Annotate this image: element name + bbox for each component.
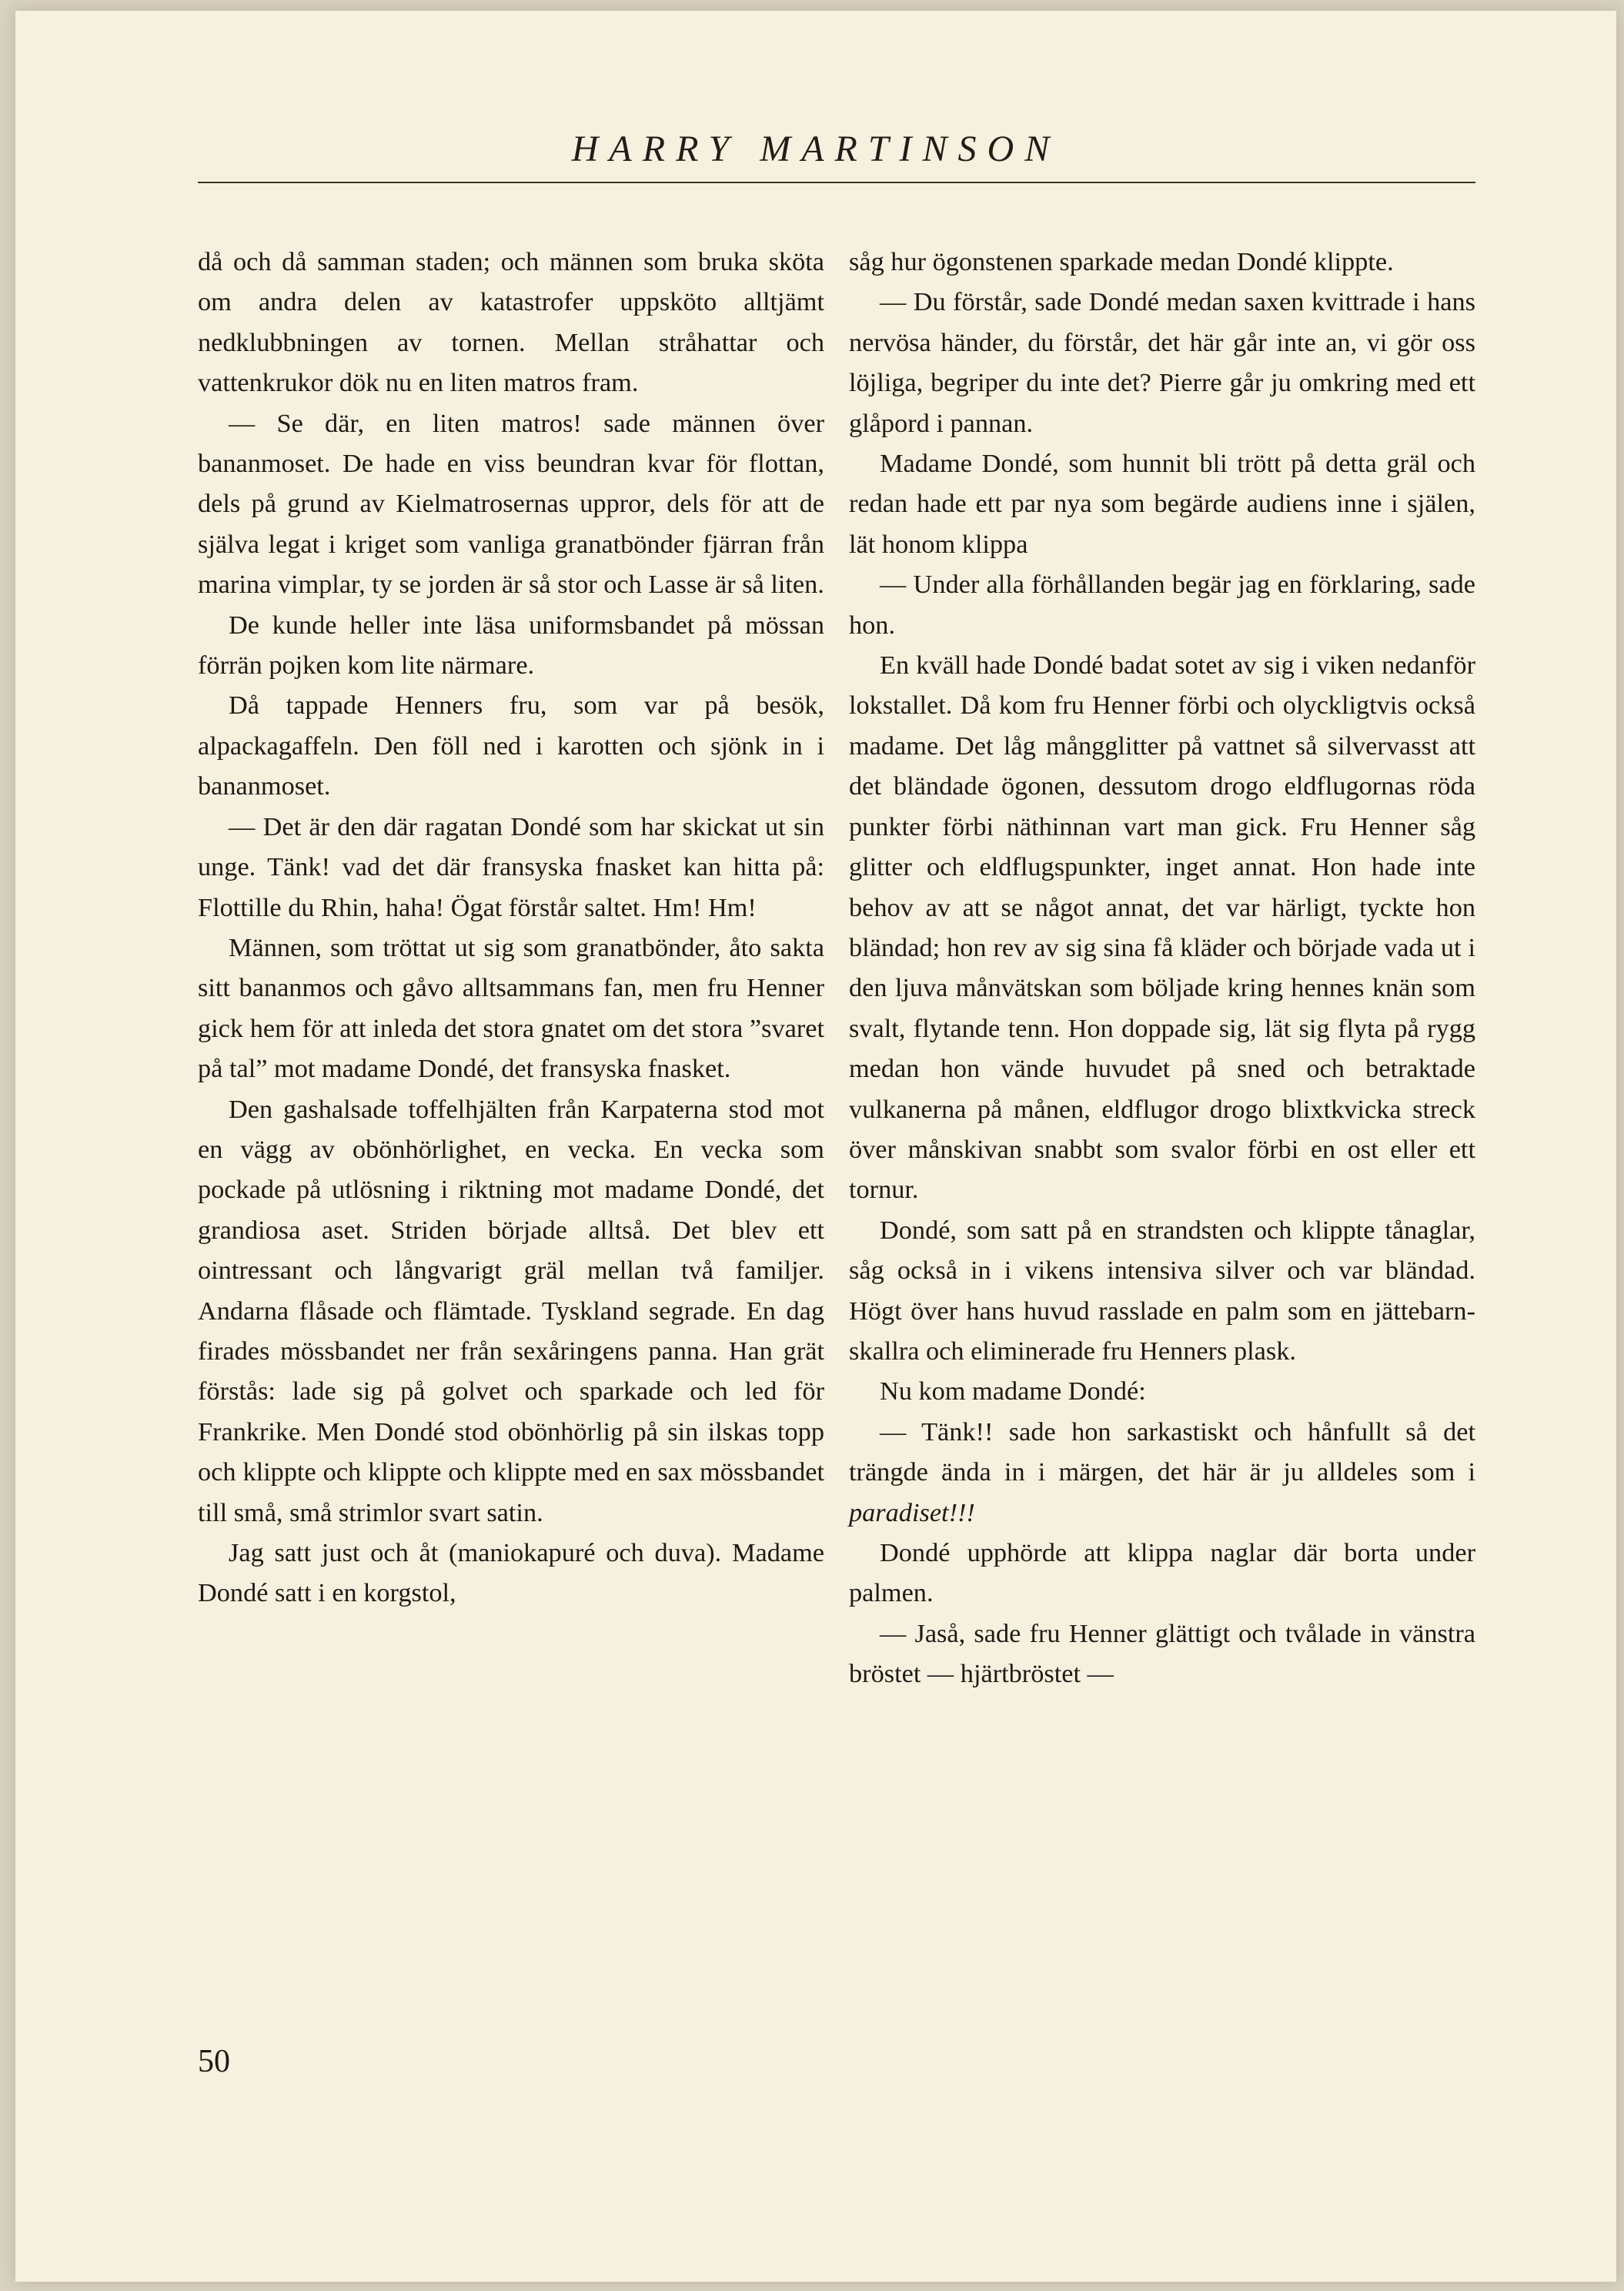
paragraph: Dondé upphörde att klippa naglar där borta under palmen. xyxy=(849,1538,1475,1608)
paragraph xyxy=(849,1412,1475,1533)
text-column-right xyxy=(849,242,1475,1694)
paragraph: — Du förstår, sade Dondé medan saxen kvittrade i hans nervösa händer, du förstår, det här går inte an, vi gör oss löjliga, begriper du inte det? Pierre går ju omkring med ett glåpord i pannan. xyxy=(849,287,1475,438)
paragraph: såg hur ögonstenen sparkade medan Dondé klippte. xyxy=(849,247,1394,276)
page-number: 50 xyxy=(198,2044,230,2079)
paragraph: — Se där, en liten matros! sade männen över bananmoset. De hade en viss beundran kvar för flottan, dels på grund av Kielmatrosernas uppror, dels för att de själva legat i kriget som vanliga granatbönder fjärran från marina vimplar, ty se jorden är så stor och Lasse är så liten. xyxy=(198,408,824,600)
paragraph: Den gashalsade toffelhjälten från Karpaterna stod mot en vägg av obönhörlighet, en vecka. En vecka som pockade på utlösning i riktning mot madame Dondé, det grandiosa aset. Striden började alltså. Det blev ett ointressant och långvarigt gräl mellan två familjer. Andarna flåsade och flämtade. Tyskland segrade. En dag firades mössbandet ner från sexåringens panna. Han grät förstås: lade sig på golvet och sparkade och led för Frankrike. Men Dondé stod obönhörlig på sin ilskas topp och klippte och klippte och klippte med en sax mössbandet till små, små strimlor svart satin. xyxy=(198,1094,824,1527)
paragraph: De kunde heller inte läsa uniformsbandet på mössan förrän pojken kom lite närmare. xyxy=(198,610,824,681)
running-head-author: HARRY MARTINSON xyxy=(571,129,1061,169)
paragraph: En kväll hade Dondé badat sotet av sig i viken nedanför lokstallet. Då kom fru Henner förbi och olyckligtvis också madame. Det låg mångglitter på vattnet så silvervasst att det bländade ögonen, dessutom drogo eldflugornas röda punkter förbi näthinnan vart man gick. Fru Henner såg glitter och eldflugspunkter, inget annat. Hon hade inte behov av att se något annat, det var härligt, tyckte hon bländad; hon rev av sig sina få kläder och började vada ut i den ljuva månvätskan som böljade kring hennes knän som svalt, flytande tenn. Hon doppade sig, lät sig flyta på rygg medan hon vände huvudet på sned och betraktade vulkanerna på månen, eldflugor drogo blixtkvicka streck över månskivan snabbt som svalor förbi en ost eller ett tornur. xyxy=(849,651,1475,1205)
paragraph: Dondé, som satt på en strandsten och klippte tånaglar, såg också in i vikens intensiva silver och var bländad. Högt över hans huvud rasslade en palm som en jättebarnskallra och eliminerade fru Henners plask. xyxy=(849,1215,1475,1366)
header-rule xyxy=(198,182,1475,183)
italic-word: paradiset!!! xyxy=(849,1497,975,1527)
book-page xyxy=(15,11,1616,2282)
paragraph: Då tappade Henners fru, som var på besök, alpackagaffeln. Den föll ned i karotten och sjönk in i bananmoset. xyxy=(198,691,824,801)
paragraph: Jag satt just och åt (maniokapuré och duva). Madame Dondé satt i en korgstol, xyxy=(198,1538,824,1608)
paragraph: — Jaså, sade fru Henner glättigt och tvålade in vänstra bröstet — hjärtbröstet — xyxy=(849,1618,1475,1689)
paragraph-text: — Tänk!! sade hon sarkastiskt och hånfullt så det trängde ända in i märgen, det här är ju alldeles som i xyxy=(849,1416,1475,1487)
paragraph: Nu kom madame Dondé: xyxy=(880,1376,1146,1406)
paragraph: — Under alla förhållanden begär jag en förklaring, sade hon. xyxy=(849,570,1475,640)
paragraph: då och då samman staden; och männen som bruka sköta om andra delen av katastrofer uppsköto alltjämt nedklubbningen av tornen. Mellan stråhattar och vattenkrukor dök nu en liten matros fram. xyxy=(198,247,824,398)
paragraph: Madame Dondé, som hunnit bli trött på detta gräl och redan hade ett par nya som begärde audiens inne i själen, lät honom klippa xyxy=(849,449,1475,559)
paragraph: — Det är den där ragatan Dondé som har skickat ut sin unge. Tänk! vad det där fransyska fnasket kan hitta på: Flottille du Rhin, haha! Ögat förstår saltet. Hm! Hm! xyxy=(198,811,824,922)
paragraph: Männen, som tröttat ut sig som granatbönder, åto sakta sitt bananmos och gåvo alltsammans fan, men fru Henner gick hem för att inleda det stora gnatet om det stora ”svaret på tal” mot madame Dondé, det fransyska fnasket. xyxy=(198,932,824,1084)
text-column-left xyxy=(198,242,824,1614)
